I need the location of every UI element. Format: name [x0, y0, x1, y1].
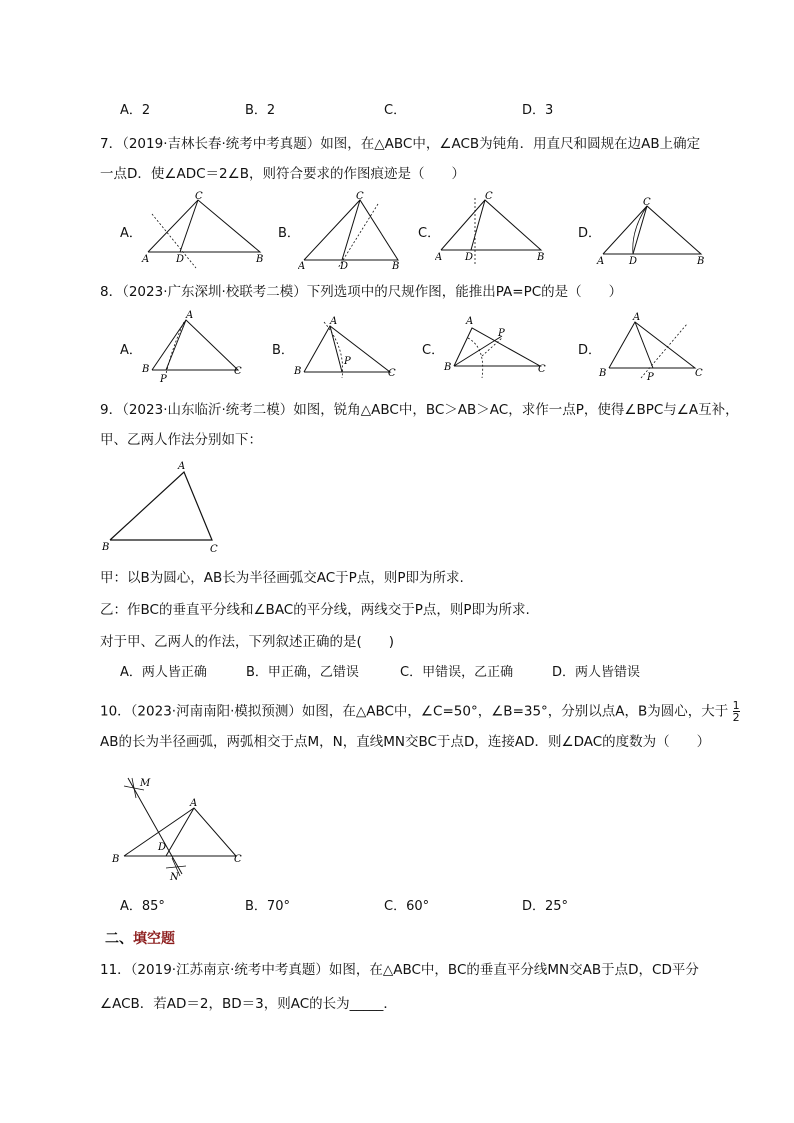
svg-text:B: B [102, 542, 110, 553]
q8-figure-a [138, 308, 248, 388]
q7-figure-a [140, 190, 270, 270]
svg-text:D: D [158, 842, 167, 853]
fraction-one-half [733, 700, 740, 723]
q10-option-d[interactable]: D．25° [522, 899, 569, 914]
q7-text-line1: 7．（2019·吉林长春·统考中考真题）如图，在△ABC中，∠ACB为钝角．用直尺和圆规在边AB上确定 [100, 136, 701, 152]
q8-option-b[interactable]: B． [272, 343, 294, 358]
q9-option-d[interactable]: D．两人皆错误 [552, 665, 641, 680]
svg-text:C: C [210, 544, 218, 555]
svg-text:A: A [142, 254, 150, 265]
section-title: 填空题 [133, 931, 175, 947]
q8-option-d[interactable]: D． [578, 343, 602, 358]
q7-figure-b [298, 190, 413, 270]
q10-option-b[interactable]: B．70° [245, 899, 290, 914]
q9-method-jia: 甲：以B为圆心，AB长为半径画弧交AC于P点，则P即为所求. [100, 570, 464, 586]
svg-text:C: C [388, 368, 396, 379]
svg-text:A: A [633, 312, 641, 323]
q10-text-line1a: 10．（2023·河南南阳·模拟预测）如图，在△ABC中，∠C=50°，∠B=35°，分别以点A，B为圆心，大于 [100, 703, 729, 720]
svg-text:A: A [190, 798, 198, 809]
svg-text:A: A [466, 316, 474, 327]
svg-text:D: D [176, 254, 185, 265]
svg-text:P: P [647, 372, 654, 383]
svg-text:C: C [356, 191, 364, 202]
q9-method-yi: 乙：作BC的垂直平分线和∠BAC的平分线，两线交于P点，则P即为所求. [100, 602, 530, 618]
q8-figure-b [290, 308, 400, 388]
q8-option-c[interactable]: C． [422, 343, 445, 358]
svg-text:A: A [597, 256, 605, 267]
q8-figure-c [440, 308, 555, 388]
q6-option-d[interactable]: D．3 [522, 103, 554, 118]
svg-text:A: A [178, 461, 186, 472]
q9-text-line2: 甲、乙两人作法分别如下： [100, 432, 262, 448]
svg-text:D: D [340, 261, 349, 270]
svg-text:B: B [112, 854, 120, 865]
svg-text:P: P [344, 356, 351, 367]
svg-text:M: M [140, 778, 151, 789]
svg-text:C: C [695, 368, 703, 379]
q6-option-c[interactable]: C． [384, 103, 407, 118]
q7-figure-c [435, 190, 555, 270]
svg-text:B: B [444, 362, 452, 373]
svg-text:B: B [599, 368, 607, 379]
q8-option-a[interactable]: A． [120, 343, 142, 358]
q11-text-line2: ∠ACB．若AD＝2，BD＝3，则AC的长为_____． [100, 996, 397, 1012]
q7-option-a[interactable]: A． [120, 226, 142, 241]
fraction-denominator: 2 [732, 711, 740, 724]
q10-text-line1 [100, 700, 740, 723]
svg-text:C: C [195, 191, 203, 202]
svg-text:B: B [392, 261, 400, 270]
q11-text-line1: 11．（2019·江苏南京·统考中考真题）如图，在△ABC中，BC的垂直平分线MN交AB于点D，CD平分 [100, 962, 699, 978]
section-number: 二、 [105, 931, 133, 947]
svg-text:N: N [170, 872, 179, 882]
svg-text:C: C [643, 197, 651, 208]
svg-text:B: B [256, 254, 264, 265]
q8-figure-d [595, 308, 715, 388]
fraction-numerator: 1 [732, 699, 740, 712]
q9-option-b[interactable]: B．甲正确，乙错误 [246, 665, 359, 680]
q7-option-b[interactable]: B． [278, 226, 300, 241]
svg-text:A: A [186, 310, 194, 321]
q7-option-c[interactable]: C． [418, 226, 441, 241]
svg-text:B: B [697, 256, 705, 267]
svg-text:B: B [142, 364, 150, 375]
svg-text:C: C [234, 854, 242, 865]
q6-option-a[interactable]: A．2 [120, 103, 151, 118]
svg-text:A: A [330, 316, 338, 327]
svg-text:C: C [538, 364, 546, 375]
svg-text:A: A [298, 261, 306, 270]
q7-option-d[interactable]: D． [578, 226, 602, 241]
svg-text:C: C [234, 366, 242, 377]
q10-option-a[interactable]: A．85° [120, 899, 165, 914]
q9-question: 对于甲、乙两人的作法，下列叙述正确的是( ) [100, 634, 395, 650]
svg-text:B: B [537, 252, 545, 263]
svg-text:A: A [435, 252, 443, 263]
q10-figure [110, 772, 255, 882]
section-heading [105, 928, 175, 948]
svg-text:P: P [498, 328, 505, 339]
q10-option-c[interactable]: C．60° [384, 899, 430, 914]
q7-text-line2: 一点D．使∠ADC＝2∠B，则符合要求的作图痕迹是（ ） [100, 166, 466, 182]
q9-option-a[interactable]: A．两人皆正确 [120, 665, 207, 680]
q7-figure-d [595, 190, 710, 270]
svg-text:D: D [465, 252, 474, 263]
q6-option-b[interactable]: B．2 [245, 103, 276, 118]
q9-text-line1: 9．（2023·山东临沂·统考二模）如图，锐角△ABC中，BC＞AB＞AC，求作一点P，使得∠BPC与∠A互补， [100, 402, 739, 418]
q9-figure [100, 456, 240, 560]
svg-text:C: C [485, 191, 493, 202]
svg-text:D: D [629, 256, 638, 267]
q8-text-line1: 8．（2023·广东深圳·校联考二模）下列选项中的尺规作图，能推出PA=PC的是（ ） [100, 284, 623, 300]
q9-option-c[interactable]: C．甲错误，乙正确 [400, 665, 514, 680]
svg-text:P: P [160, 374, 167, 385]
svg-text:B: B [294, 366, 302, 377]
q10-text-line2: AB的长为半径画弧，两弧相交于点M，N，直线MN交BC于点D，连接AD．则∠DAC的度数为（ ） [100, 734, 711, 750]
